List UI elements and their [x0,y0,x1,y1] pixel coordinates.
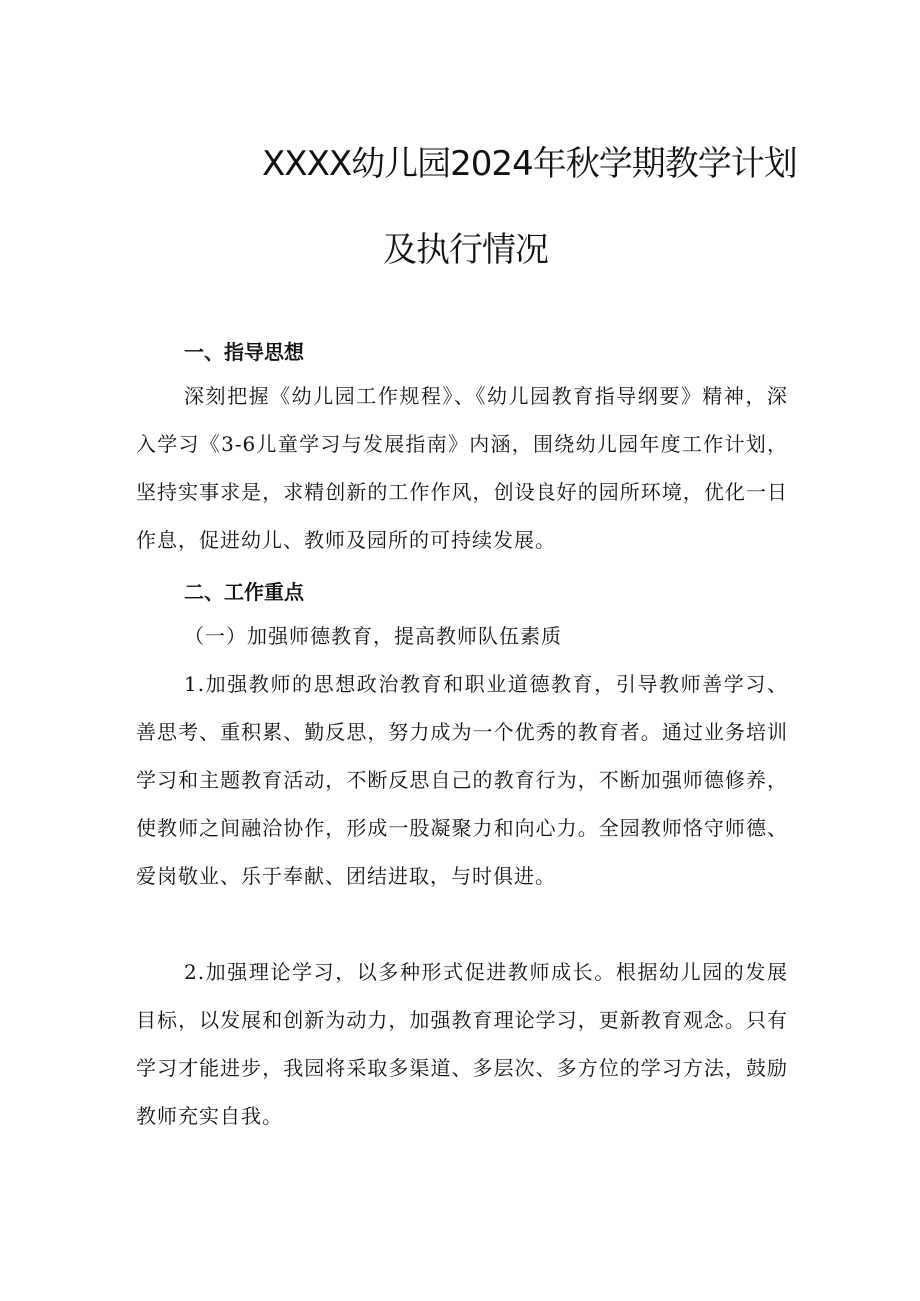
section-heading-guiding-ideology: 一、指导思想 [184,340,304,364]
list-item-1: 1.加强教师的思想政治教育和职业道德教育，引导教师善学习、善思考、重积累、勤反思，努力成为一个优秀的教育者。通过业务培训学习和主题教育活动，不断反思自己的教育行为，不断加强师德修养，使教师之间融洽协作，形成一股凝聚力和向心力。全园教师恪守师德、爱岗敬业、乐于奉献、团结进取，与时俱进。 [136,672,788,888]
section-paragraph-guiding-ideology: 深刻把握《幼儿园工作规程》、《幼儿园教育指导纲要》精神，深入学习《3-6儿童学习与发展指南》内涵，围绕幼儿园年度工作计划，坚持实事求是，求精创新的工作作风，创设良好的园所环境，优化一日作息，促进幼儿、教师及园所的可持续发展。 [136,384,788,552]
subsection-heading-teacher-ethics: （一）加强师德教育，提高教师队伍素质 [184,624,562,648]
list-item-2: 2.加强理论学习，以多种形式促进教师成长。根据幼儿园的发展目标，以发展和创新为动力，加强教育理论学习，更新教育观念。只有学习才能进步，我园将采取多渠道、多层次、多方位的学习方法，鼓励教师充实自我。 [136,960,788,1128]
document-title-line-1: XXXX幼儿园2024年秋学期教学计划 [262,144,797,184]
section-heading-work-focus: 二、工作重点 [184,580,304,604]
document-title-line-2: 及执行情况 [383,230,548,270]
